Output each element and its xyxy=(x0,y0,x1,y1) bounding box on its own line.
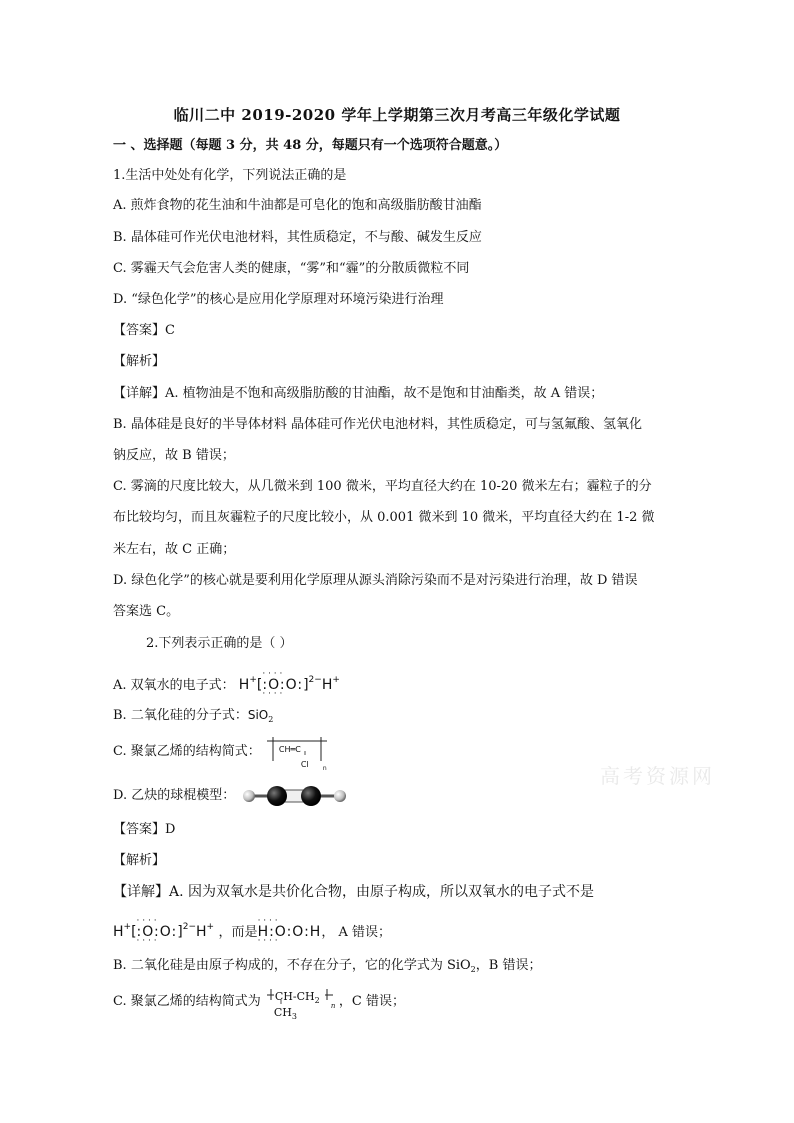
detail-b-post: ，B 错误； xyxy=(475,958,542,973)
formula-plus: + xyxy=(332,675,340,685)
question-2-option-d xyxy=(113,784,351,808)
question-2-stem: 2.下列表示正确的是（ ） xyxy=(146,636,293,651)
peroxide-wrong-formula xyxy=(239,677,340,693)
dotted-oxygen-pair: · · · · :O:O: · · · · xyxy=(262,675,303,695)
main-chain-subscript: 2 xyxy=(314,996,320,1005)
formula-bracket-left: [ xyxy=(131,924,137,940)
pvc-main-chain: CH═C xyxy=(278,745,301,754)
detail-c-suffix: ，C 错误； xyxy=(338,994,405,1009)
question-2-detail-a-line1: 【详解】A. 因为双氧水是共价化合物，由原子构成，所以双氧水的电子式不是 xyxy=(113,884,595,900)
question-1-stem: 1.生活中处处有化学，下列说法正确的是 xyxy=(113,168,347,183)
formula-h: H xyxy=(196,924,207,940)
formula-plus: + xyxy=(123,922,132,932)
question-1-detail-line: 答案选 C。 xyxy=(113,604,180,619)
formula-h: H xyxy=(238,677,250,693)
methyl-subscript: 3 xyxy=(291,1012,297,1021)
question-1-detail-line: 米左右，故 C 正确； xyxy=(113,542,236,557)
peroxide-wrong-formula-repeat xyxy=(113,924,219,940)
formula-bracket-right: ] xyxy=(177,924,183,940)
question-1-detail-line: D. 绿色化学”的核心就是要利用化学原理从源头消除污染而不是对污染进行治理，故 D 错误 xyxy=(113,573,638,588)
question-1-detail-line: 钠反应，故 B 错误； xyxy=(113,448,235,463)
exam-title: 临川二中 2019-2020 学年上学期第三次月考高三年级化学试题 xyxy=(173,106,621,124)
dotted-oxygen-pair: · · · · :O:O: · · · · xyxy=(137,922,178,942)
pvc-chlorine: Cl xyxy=(300,760,309,769)
question-2-answer: 【答案】D xyxy=(113,822,176,837)
question-1-option-b: B. 晶体硅可作光伏电池材料，其性质稳定，不与酸、碱发生反应 xyxy=(113,230,482,245)
detail-a-mid: ，而是 xyxy=(218,925,258,940)
formula-o: O xyxy=(285,677,298,693)
formula-o: O xyxy=(159,924,172,940)
formula-h: H xyxy=(321,677,333,693)
watermark: 高考资源网 xyxy=(600,764,715,788)
detail-b-subscript: 2 xyxy=(470,965,476,974)
formula-charge: 2− xyxy=(182,922,197,932)
acetylene-ball-stick-model xyxy=(239,784,351,808)
question-1-detail-line: C. 雾滴的尺度比较大，从几微米到 100 微米，平均直径大约在 10-20 微米左右；霾粒子的分 xyxy=(113,479,652,494)
question-2-option-b xyxy=(113,705,273,730)
question-2-detail-b xyxy=(113,956,541,980)
formula-bracket-right: ] xyxy=(303,677,309,693)
methyl-text: CH xyxy=(273,1006,292,1019)
peroxide-correct-formula: · · · · H:O:O:H · · · · xyxy=(258,922,322,942)
question-2-option-a xyxy=(113,670,340,696)
sio2-formula: SiO xyxy=(247,708,269,722)
detail-c-prefix: C. 聚氯乙烯的结构简式为 xyxy=(113,994,261,1009)
question-2-detail-c xyxy=(113,986,405,1020)
detail-b-text: B. 二氧化硅是由原子构成的，不存在分子，它的化学式为 SiO xyxy=(113,958,471,973)
polypropylene-methyl xyxy=(274,1003,297,1027)
question-1-option-d: D. “绿色化学”的核心是应用化学原理对环境污染进行治理 xyxy=(113,292,444,307)
question-2-detail-a-line2 xyxy=(113,917,391,943)
polypropylene-structure xyxy=(265,986,339,1021)
polypropylene-n: n xyxy=(330,1002,336,1010)
main-chain-text: CH-CH xyxy=(274,990,315,1003)
pvc-structure xyxy=(265,735,331,772)
question-2-analysis-label: 【解析】 xyxy=(113,853,166,868)
formula-charge: 2− xyxy=(308,675,322,685)
detail-a-end: ， A 错误； xyxy=(321,925,391,940)
question-1-analysis-label: 【解析】 xyxy=(113,354,166,369)
question-2-option-c xyxy=(113,735,331,771)
question-1-detail-line: 布比较均匀，而且灰霾粒子的尺度比较小，从 0.001 微米到 10 微米，平均直径大约在 1-2 微 xyxy=(113,510,655,525)
question-1-detail-line: B. 晶体硅是良好的半导体材料 晶体硅可作光伏电池材料，其性质稳定，可与氢氟酸、氢氧化 xyxy=(113,417,642,432)
question-1-detail-line: 【详解】A. 植物油是不饱和高级脂肪酸的甘油酯，故不是饱和甘油酯类，故 A 错误； xyxy=(113,386,604,401)
formula-o: O xyxy=(268,677,280,693)
pvc-n: n xyxy=(322,765,327,772)
question-1-answer: 【答案】C xyxy=(113,323,175,338)
formula-o: O xyxy=(142,924,155,940)
formula-h: H xyxy=(113,924,124,940)
option-d-prefix: D. 乙炔的球棍模型： xyxy=(113,788,236,803)
option-b-prefix: B. 二氧化硅的分子式： xyxy=(113,708,248,723)
formula-plus: + xyxy=(206,922,215,932)
question-1-option-a: A. 煎炸食物的花生油和牛油都是可皂化的饱和高级脂肪酸甘油酯 xyxy=(113,198,482,213)
formula-bracket-left: [ xyxy=(256,677,263,693)
option-a-prefix: A. 双氧水的电子式： xyxy=(113,678,235,693)
option-c-prefix: C. 聚氯乙烯的结构简式： xyxy=(113,744,261,759)
sio2-subscript: 2 xyxy=(268,715,274,724)
question-1-option-c: C. 雾霾天气会危害人类的健康，“雾”和“霾”的分散质微粒不同 xyxy=(113,261,470,276)
section-heading: 一 、选择题（每题 3 分，共 48 分，每题只有一个选项符合题意。） xyxy=(113,138,508,153)
formula-plus: + xyxy=(249,675,257,685)
